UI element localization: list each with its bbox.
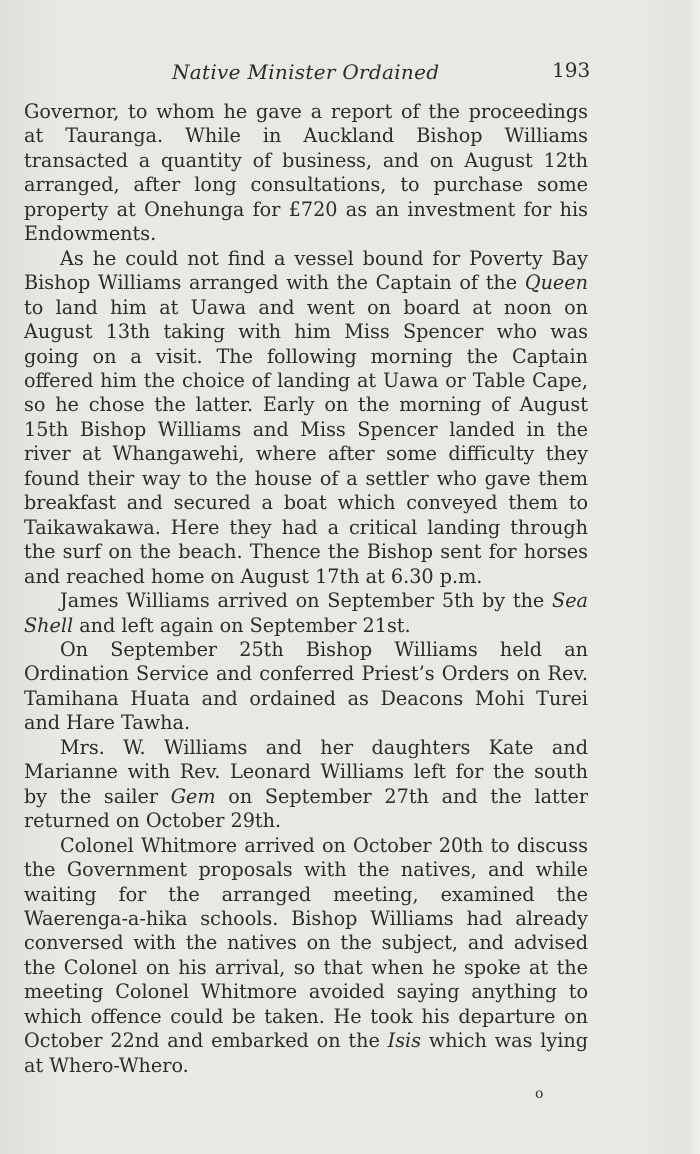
ship-name-queen: Queen (524, 271, 588, 295)
paragraph-text: James Williams arrived on September 5th by the (60, 589, 553, 613)
paragraph-colonel-whitmore (24, 834, 588, 1079)
signature-mark: o (535, 1086, 544, 1102)
paragraph-text: Colonel Whitmore arrived on October 20th to discuss the Government proposals with the natives, and while waiting for the arranged meeting, examined the Waerenga-a-hika schools. Bishop Williams had already conversed with the natives on the subject, and advised the Colonel on his arrival, so that when he spoke at the meeting Colonel Whitmore avoided saying anything to which offence could be taken. He took his departure on October 22nd and embarked on the (24, 833, 588, 1053)
paragraph-text: As he could not find a vessel bound for Poverty Bay Bishop Williams arranged with the Captain of the (24, 246, 588, 295)
body-text (24, 100, 588, 1078)
ship-name-gem: Gem (170, 784, 216, 808)
paragraph-text: On September 25th Bishop Williams held an Ordination Service and conferred Priest’s Orders on Rev. Tamihana Huata and ordained as Deacons Mohi Turei and Hare Tawha. (24, 637, 588, 735)
paragraph-james-williams (24, 589, 588, 638)
page-number: 193 (552, 58, 591, 82)
page-edge-shading (686, 0, 700, 1154)
paragraph-text: Mrs. W. Williams and her daughters Kate and Marianne with Rev. Leonard Williams left for the south by the sailer (24, 735, 588, 808)
paragraph-text: to land him at Uawa and went on board at noon on August 13th taking with him Miss Spencer who was going on a visit. The following morning the Captain offered him the choice of landing at Uawa or Table Cape, so he chose the latter. Early on the morning of August 15th Bishop Williams and Miss Spencer landed in the river at Whangawehi, where after some difficulty they found their way to the house of a settler who gave them breakfast and secured a boat which conveyed them to Taikawakawa. Here they had a critical landing through the surf on the beach. Thence the Bishop sent for horses and reached home on August 17th at 6.30 p.m. (24, 295, 588, 588)
paragraph-ordination (24, 638, 588, 736)
ship-name-isis: Isis (387, 1029, 422, 1053)
paragraph-governor-report (24, 100, 588, 247)
paragraph-text: which was lying at Whero-Whero. (24, 1029, 588, 1077)
running-title: Native Minister Ordained (172, 60, 440, 84)
paragraph-text: and left again on September 21st. (73, 613, 411, 637)
page-header (0, 60, 700, 90)
ship-name-sea-shell: Sea Shell (24, 589, 588, 637)
paragraph-text: on September 27th and the latter returned on October 29th. (24, 784, 588, 833)
paragraph-voyage-home (24, 247, 588, 589)
paragraph-text: Governor, to whom he gave a report of the proceedings at Tauranga. While in Auckland Bishop Williams transacted a quantity of business, and on August 12th arranged, after long consultations, to purchase some property at Onehunga for £720 as an investment for his Endowments. (24, 100, 588, 246)
paragraph-departure-south (24, 736, 588, 834)
